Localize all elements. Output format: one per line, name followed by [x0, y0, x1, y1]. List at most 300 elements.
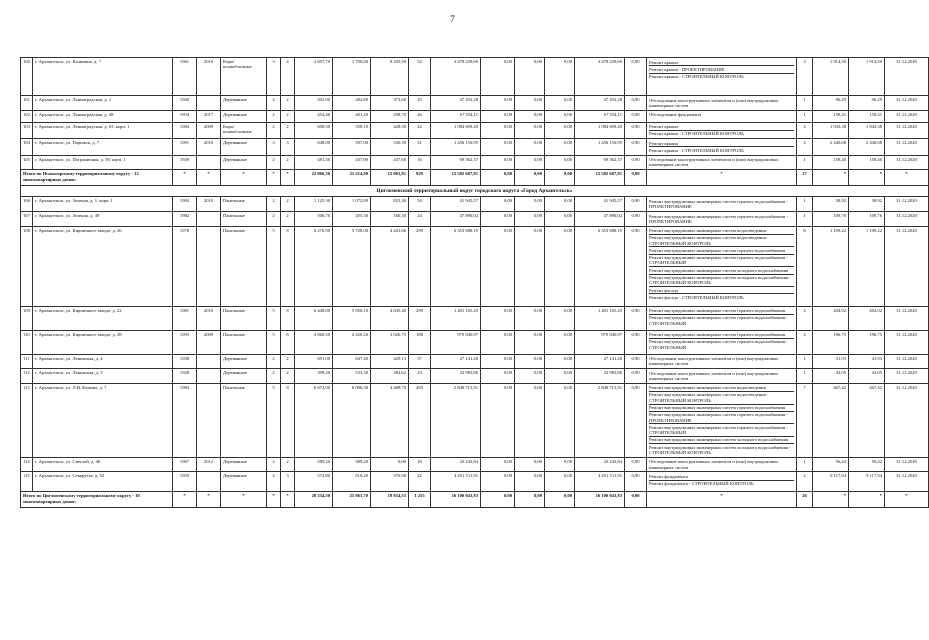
- total-y1: *: [173, 492, 197, 508]
- cell-p: 22: [409, 472, 431, 492]
- cell-s3: 298,70: [371, 110, 409, 122]
- cell-s1: 454,40: [295, 110, 333, 122]
- cell-e: 2: [281, 369, 295, 384]
- cell-c3: 0,00: [515, 197, 545, 212]
- cell-p: 52: [409, 58, 431, 96]
- cell-c1: 3 478 229,69: [431, 58, 481, 96]
- cell-mat: Деревянные: [221, 472, 267, 492]
- cell-s1: 648,80: [295, 139, 333, 156]
- cell-addr: г. Архангельск, ул. Кирпичного завода, д. 22: [33, 306, 173, 330]
- total-works: *: [647, 170, 797, 186]
- table-row: [21, 457, 929, 472]
- cell-c2: 0,00: [481, 330, 515, 354]
- work-item: Обследование конструктивных элементов и (или) внутридомовых инженерных систем: [649, 356, 779, 367]
- cell-s1: 502,90: [295, 96, 333, 111]
- cell-e: 8: [281, 383, 295, 457]
- cell-c2: 0,00: [481, 110, 515, 122]
- cell-works: [647, 369, 797, 384]
- cell-cnt: 2: [797, 122, 813, 139]
- cell-f: 3: [267, 139, 281, 156]
- cell-s3: 428,50: [371, 122, 409, 139]
- cell-c4: 0,00: [545, 369, 575, 384]
- cell-d: 31.12.2020: [885, 139, 929, 156]
- cell-u2: 2 440,68: [849, 139, 885, 156]
- cell-cnt: 1: [797, 110, 813, 122]
- cell-works: [647, 197, 797, 212]
- cell-k: 0,90: [625, 354, 647, 369]
- cell-addr: г. Архангельск, ул. Парижск, д. 7: [33, 139, 173, 156]
- work-item: Обследование конструктивных элементов и (или) внутридомовых инженерных систем: [649, 157, 779, 168]
- cell-k: 0,90: [625, 226, 647, 306]
- cell-y1: 1991: [173, 139, 197, 156]
- cell-y2: 2010: [197, 139, 221, 156]
- work-item: Ремонт внутридомовых инженерных систем горячего водоснабжения - ПРОЕКТИРОВАНИЕ: [649, 412, 794, 425]
- cell-c1: 22 983,80: [431, 369, 481, 384]
- cell-c2: 0,00: [481, 155, 515, 170]
- cell-c1: 27 141,28: [431, 354, 481, 369]
- cell-mat: Панельные: [221, 212, 267, 227]
- cell-u1: 96,29: [813, 96, 849, 111]
- work-item: Ремонт фасада: [649, 287, 794, 294]
- cell-f: 2: [267, 96, 281, 111]
- cell-no: 113: [21, 383, 33, 457]
- cell-no: 101: [21, 96, 33, 111]
- cell-u2: 1 943,38: [849, 122, 885, 139]
- cell-addr: г. Архангельск, ул. Кирпичного завода, д. 26: [33, 226, 173, 306]
- cell-c2: 0,00: [481, 354, 515, 369]
- cell-s2: 589,20: [333, 457, 371, 472]
- cell-s2: 510,20: [333, 472, 371, 492]
- work-item: Ремонт внутридомовых инженерных систем горячего водоснабжения - СТРОИТЕЛЬНЫЙ: [649, 339, 788, 350]
- cell-y1: 1984: [173, 197, 197, 212]
- cell-s1: 6 440,00: [295, 306, 333, 330]
- cell-e: 8: [281, 306, 295, 330]
- repair-program-table: [20, 57, 917, 508]
- cell-no: 105: [21, 155, 33, 170]
- cell-c1: 870 840,97: [431, 330, 481, 354]
- cell-s2: 401,20: [333, 110, 371, 122]
- cell-addr: г. Архангельск, ул. Севкрутье, д. 52: [33, 472, 173, 492]
- total-u2: *: [849, 492, 885, 508]
- cell-f: 5: [267, 226, 281, 306]
- cell-c5: 27 141,28: [575, 354, 625, 369]
- cell-k: 0,90: [625, 330, 647, 354]
- cell-cnt: 2: [797, 472, 813, 492]
- cell-s1: 506,70: [295, 212, 333, 227]
- cell-c4: 0,00: [545, 306, 575, 330]
- total-c2: 0,00: [481, 170, 515, 186]
- cell-addr: г. Архангельск, ул. Калинина, д. 7: [33, 58, 173, 96]
- total-label: Итого по Цигломенскому территориальному округу - 10 многоквартирных домов:: [21, 492, 173, 508]
- cell-c2: 0,00: [481, 457, 515, 472]
- work-item: Ремонт крыши - СТРОИТЕЛЬНЫЙ КОНТРОЛЬ: [649, 74, 744, 80]
- cell-u1: 196,75: [813, 330, 849, 354]
- cell-d: 31.12.2020: [885, 354, 929, 369]
- work-item: Ремонт внутридомовых инженерных систем горячего водоснабжения: [649, 332, 794, 339]
- cell-d: 31.12.2020: [885, 110, 929, 122]
- cell-c4: 0,00: [545, 110, 575, 122]
- cell-s2: 558,10: [333, 122, 371, 139]
- table-row: [21, 226, 929, 306]
- cell-works: [647, 472, 797, 492]
- cell-f: 3: [267, 58, 281, 96]
- table-row: [21, 110, 929, 122]
- work-item: Ремонт внутридомовых инженерных систем горячего водоснабжения - ПРОЕКТИРОВАНИЕ: [649, 213, 788, 224]
- cell-s3: 8 205,59: [371, 58, 409, 96]
- cell-s3: 429,13: [371, 354, 409, 369]
- cell-addr: г. Архангельск, ул. Светлой, д. 46: [33, 457, 173, 472]
- cell-s3: 4 468,70: [371, 383, 409, 457]
- cell-addr: г. Архангельск, ул. Ленинградская, д. 48: [33, 110, 173, 122]
- cell-c2: 0,00: [481, 472, 515, 492]
- cell-d: 31.12.2020: [885, 197, 929, 212]
- cell-f: 5: [267, 306, 281, 330]
- cell-c4: 0,00: [545, 472, 575, 492]
- cell-y2: [197, 354, 221, 369]
- cell-no: 100: [21, 58, 33, 96]
- cell-c3: 0,00: [515, 306, 545, 330]
- work-item: Обследование конструктивных элементов и (или) внутридомовых инженерных систем: [649, 459, 779, 470]
- total-row: [21, 492, 929, 508]
- cell-d: 31.12.2020: [885, 383, 929, 457]
- cell-f: 2: [267, 212, 281, 227]
- cell-s2: 597,00: [333, 139, 371, 156]
- cell-y2: 2010: [197, 197, 221, 212]
- cell-c1: 2 849 713,91: [431, 383, 481, 457]
- cell-u2: 41,93: [849, 354, 885, 369]
- cell-cnt: 1: [797, 457, 813, 472]
- cell-d: 31.12.2020: [885, 457, 929, 472]
- cell-cnt: 1: [797, 369, 813, 384]
- cell-cnt: 1: [797, 354, 813, 369]
- cell-c1: 6 353 688,19: [431, 226, 481, 306]
- cell-p: 26: [409, 110, 431, 122]
- cell-f: 2: [267, 122, 281, 139]
- total-c2: 0,00: [481, 492, 515, 508]
- work-item: Обследование конструктивных элементов и (или) внутридомовых инженерных систем: [649, 97, 779, 108]
- cell-c3: 0,00: [515, 383, 545, 457]
- cell-s1: 691,00: [295, 354, 333, 369]
- total-c1: 16 100 043,83: [431, 492, 481, 508]
- cell-s1: 2 607,70: [295, 58, 333, 96]
- work-item: Обследование конструктивных элементов и (или) внутридомовых инженерных систем: [649, 370, 779, 381]
- total-p: 929: [409, 170, 431, 186]
- cell-e: 6: [281, 330, 295, 354]
- cell-c3: 0,00: [515, 110, 545, 122]
- cell-c3: 0,00: [515, 354, 545, 369]
- cell-s1: 481,30: [295, 155, 333, 170]
- cell-k: 0,90: [625, 472, 647, 492]
- total-y1: *: [173, 170, 197, 186]
- cell-e: 2: [281, 110, 295, 122]
- cell-k: 0,90: [625, 122, 647, 139]
- cell-c5: 67 554,11: [575, 110, 625, 122]
- cell-c2: 0,00: [481, 369, 515, 384]
- work-item: Ремонт внутридомовых инженерных систем холодного водоснабжения - СТРОИТЕЛЬНЫЙ КОНТРОЛЬ: [649, 275, 794, 288]
- cell-d: 31.12.2020: [885, 155, 929, 170]
- cell-e: 2: [281, 155, 295, 170]
- cell-c4: 0,00: [545, 226, 575, 306]
- cell-d: 31.12.2020: [885, 96, 929, 111]
- cell-s3: 3 026,75: [371, 330, 409, 354]
- cell-f: 2: [267, 155, 281, 170]
- cell-addr: г. Архангельск, ул. Ленинградская, д. 63, корп. 1: [33, 122, 173, 139]
- cell-c4: 0,00: [545, 330, 575, 354]
- cell-e: 4: [281, 58, 295, 96]
- cell-p: 285: [409, 383, 431, 457]
- cell-y2: [197, 383, 221, 457]
- cell-mat: Панельные: [221, 306, 267, 330]
- cell-works: [647, 330, 797, 354]
- cell-k: 0,90: [625, 212, 647, 227]
- cell-u2: 43,05: [849, 369, 885, 384]
- cell-s3: 373,60: [371, 96, 409, 111]
- cell-addr: г. Архангельск, ул. Кирпичного завода, д. 28: [33, 330, 173, 354]
- cell-no: 102: [21, 110, 33, 122]
- cell-c3: 0,00: [515, 369, 545, 384]
- cell-y1: 1982: [173, 212, 197, 227]
- cell-cnt: 2: [797, 330, 813, 354]
- total-c5: 16 100 043,83: [575, 492, 625, 508]
- cell-y2: [197, 212, 221, 227]
- cell-s3: 823,30: [371, 197, 409, 212]
- cell-e: 3: [281, 472, 295, 492]
- cell-c3: 0,00: [515, 122, 545, 139]
- cell-u1: 1 914,50: [813, 58, 849, 96]
- cell-y2: [197, 369, 221, 384]
- cell-cnt: 1: [797, 212, 813, 227]
- total-s3: 19 854,55: [371, 492, 409, 508]
- work-item: Ремонт крыши: [649, 124, 794, 131]
- cell-k: 0,90: [625, 457, 647, 472]
- cell-cnt: 7: [797, 383, 813, 457]
- cell-s3: 330,39: [371, 139, 409, 156]
- work-item: Ремонт крыши: [649, 59, 794, 66]
- cell-works: [647, 58, 797, 96]
- cell-c3: 0,00: [515, 139, 545, 156]
- cell-s2: 6 096,30: [333, 383, 371, 457]
- cell-y2: [197, 155, 221, 170]
- table-row: [21, 197, 929, 212]
- cell-cnt: 1: [797, 96, 813, 111]
- cell-d: 31.12.2020: [885, 122, 929, 139]
- total-d: *: [885, 170, 929, 186]
- cell-s2: 4 420,20: [333, 330, 371, 354]
- cell-k: 0,90: [625, 139, 647, 156]
- cell-c4: 0,00: [545, 197, 575, 212]
- cell-k: 0,90: [625, 197, 647, 212]
- table-row: [21, 155, 929, 170]
- cell-p: 37: [409, 354, 431, 369]
- cell-u1: 109,76: [813, 212, 849, 227]
- cell-c5: 47 890,02: [575, 212, 625, 227]
- cell-mat: Деревянные: [221, 369, 267, 384]
- cell-c4: 0,00: [545, 139, 575, 156]
- total-c3: 0,00: [515, 492, 545, 508]
- cell-c5: 4 651 511,91: [575, 472, 625, 492]
- cell-no: 114: [21, 457, 33, 472]
- cell-y1: 1928: [173, 369, 197, 384]
- cell-mat: Кирп/ шлакоблочные: [221, 122, 267, 139]
- cell-addr: г. Архангельск, ул. Пограничная, д. 38, корп. 1: [33, 155, 173, 170]
- cell-f: 5: [267, 383, 281, 457]
- cell-c3: 0,00: [515, 155, 545, 170]
- work-item: Ремонт крыши - СТРОИТЕЛЬНЫЙ КОНТРОЛЬ: [649, 131, 744, 137]
- cell-mat: Панельные: [221, 330, 267, 354]
- cell-y1: 1954: [173, 110, 197, 122]
- total-c4: 0,00: [545, 492, 575, 508]
- cell-no: 110: [21, 330, 33, 354]
- cell-e: 8: [281, 226, 295, 306]
- total-row: [21, 170, 929, 186]
- cell-c1: 1 084 609,20: [431, 122, 481, 139]
- cell-y1: 1938: [173, 354, 197, 369]
- cell-u1: 2 440,68: [813, 139, 849, 156]
- cell-addr: г. Архангельск, ул. Ленинская, д. 4: [33, 354, 173, 369]
- work-item: Ремонт внутридомовых инженерных систем водоотведения - СТРОИТЕЛЬНЫЙ КОНТРОЛЬ: [649, 392, 794, 405]
- cell-no: 106: [21, 197, 33, 212]
- total-p: 1 255: [409, 492, 431, 508]
- work-item: Ремонт внутридомовых инженерных систем водоотведения: [649, 228, 794, 235]
- cell-u2: 96,29: [849, 96, 885, 111]
- cell-c1: 67 554,11: [431, 110, 481, 122]
- cell-no: 107: [21, 212, 33, 227]
- cell-s2: 533,30: [333, 369, 371, 384]
- cell-y2: 2009: [197, 122, 221, 139]
- cell-y1: 1959: [173, 472, 197, 492]
- cell-c5: 41 945,57: [575, 197, 625, 212]
- cell-c4: 0,00: [545, 96, 575, 111]
- cell-c3: 0,00: [515, 472, 545, 492]
- work-item: Ремонт внутридомовых инженерных систем горячего водоснабжения - СТРОИТЕЛЬНЫЙ: [649, 424, 794, 437]
- table-row: [21, 472, 929, 492]
- cell-u1: 38,92: [813, 197, 849, 212]
- cell-f: 2: [267, 354, 281, 369]
- work-item: Ремонт внутридомовых инженерных систем горячего водоснабжения - ПРОЕКТИРОВАНИЕ: [649, 198, 788, 210]
- cell-works: [647, 122, 797, 139]
- cell-works: [647, 306, 797, 330]
- cell-s2: 647,20: [333, 354, 371, 369]
- work-item: Ремонт внутридомовых инженерных систем горячего водоснабжения: [649, 247, 794, 254]
- cell-addr: г. Архангельск, ул. Л.Н.Лочкова, д. 7: [33, 383, 173, 457]
- cell-u2: 467,42: [849, 383, 885, 457]
- cell-u2: 158,41: [849, 110, 885, 122]
- cell-c5: 3 478 229,69: [575, 58, 625, 96]
- total-mat: *: [221, 492, 267, 508]
- cell-s2: 1 700,60: [333, 58, 371, 96]
- cell-f: 2: [267, 110, 281, 122]
- cell-y1: 1993: [173, 330, 197, 354]
- cell-c3: 0,00: [515, 330, 545, 354]
- cell-c5: 1 201 165,25: [575, 306, 625, 330]
- cell-s3: 160,30: [371, 212, 409, 227]
- cell-c5: 870 840,97: [575, 330, 625, 354]
- cell-c2: 0,00: [481, 212, 515, 227]
- cell-e: 2: [281, 122, 295, 139]
- work-item: Ремонт крыши - ПРОЕКТИРОВАНИЕ: [649, 66, 794, 73]
- cell-d: 31.12.2020: [885, 330, 929, 354]
- cell-u1: 1 943,38: [813, 122, 849, 139]
- cell-cnt: 1: [797, 197, 813, 212]
- total-c4: 0,00: [545, 170, 575, 186]
- cell-c3: 0,00: [515, 212, 545, 227]
- cell-works: [647, 110, 797, 122]
- cell-u1: 56,42: [813, 457, 849, 472]
- cell-y2: [197, 226, 221, 306]
- cell-c4: 0,00: [545, 58, 575, 96]
- work-item: Ремонт фасада - СТРОИТЕЛЬНЫЙ КОНТРОЛЬ: [649, 294, 744, 300]
- cell-u1: 158,40: [813, 155, 849, 170]
- cell-s3: 4 045,40: [371, 306, 409, 330]
- cell-c2: 0,00: [481, 306, 515, 330]
- cell-c5: 2 849 713,91: [575, 383, 625, 457]
- cell-d: 31.12.2020: [885, 472, 929, 492]
- cell-works: [647, 96, 797, 111]
- cell-works: [647, 212, 797, 227]
- cell-s1: 399,20: [295, 369, 333, 384]
- work-item: Ремонт внутридомовых инженерных систем холодного водоснабжения: [649, 437, 794, 444]
- cell-c2: 0,00: [481, 122, 515, 139]
- cell-y1: 1978: [173, 226, 197, 306]
- cell-mat: Деревянные: [221, 96, 267, 111]
- page-number: 7: [450, 14, 455, 24]
- total-d: *: [885, 492, 929, 508]
- cell-k: 0,90: [625, 58, 647, 96]
- cell-c2: 0,00: [481, 96, 515, 111]
- total-c5: 15 582 607,81: [575, 170, 625, 186]
- cell-mat: Деревянные: [221, 457, 267, 472]
- total-s1: 28 354,50: [295, 492, 333, 508]
- cell-c4: 0,00: [545, 212, 575, 227]
- total-u1: *: [813, 492, 849, 508]
- cell-y2: [197, 472, 221, 492]
- table-row: [21, 122, 929, 139]
- cell-p: 24: [409, 212, 431, 227]
- cell-no: 104: [21, 139, 33, 156]
- cell-c1: 1 201 165,25: [431, 306, 481, 330]
- cell-f: 2: [267, 197, 281, 212]
- cell-c3: 0,00: [515, 226, 545, 306]
- cell-y2: 2010: [197, 58, 221, 96]
- cell-c2: 0,00: [481, 197, 515, 212]
- total-k: 0,00: [625, 170, 647, 186]
- cell-s3: 4 441,66: [371, 226, 409, 306]
- cell-s2: 482,80: [333, 96, 371, 111]
- cell-p: 22: [409, 122, 431, 139]
- cell-u1: 158,41: [813, 110, 849, 122]
- cell-s2: 455,30: [333, 212, 371, 227]
- cell-c2: 0,00: [481, 139, 515, 156]
- cell-p: 16: [409, 155, 431, 170]
- cell-s1: 608,50: [295, 122, 333, 139]
- work-item: Ремонт внутридомовых инженерных систем горячего водоснабжения - СТРОИТЕЛЬНЫЙ: [649, 255, 794, 268]
- total-c1: 15 582 607,81: [431, 170, 481, 186]
- cell-u1: 43,05: [813, 369, 849, 384]
- cell-addr: г. Архангельск, ул. Зеленая, д. 1, корп. 1: [33, 197, 173, 212]
- cell-k: 0,90: [625, 306, 647, 330]
- total-label: Итого по Исакогорскому территориальному округу - 12 многоквартирных домов:: [21, 170, 173, 186]
- cell-no: 109: [21, 306, 33, 330]
- cell-u2: 1 914,50: [849, 58, 885, 96]
- cell-y2: 2017: [197, 110, 221, 122]
- cell-c5: 6 353 688,19: [575, 226, 625, 306]
- cell-cnt: 3: [797, 58, 813, 96]
- table-row: [21, 330, 929, 354]
- total-f: *: [267, 170, 281, 186]
- work-item: Ремонт фундамента - СТРОИТЕЛЬНЫЙ КОНТРОЛЬ: [649, 481, 754, 487]
- cell-c1: 33 243,84: [431, 457, 481, 472]
- cell-works: [647, 354, 797, 369]
